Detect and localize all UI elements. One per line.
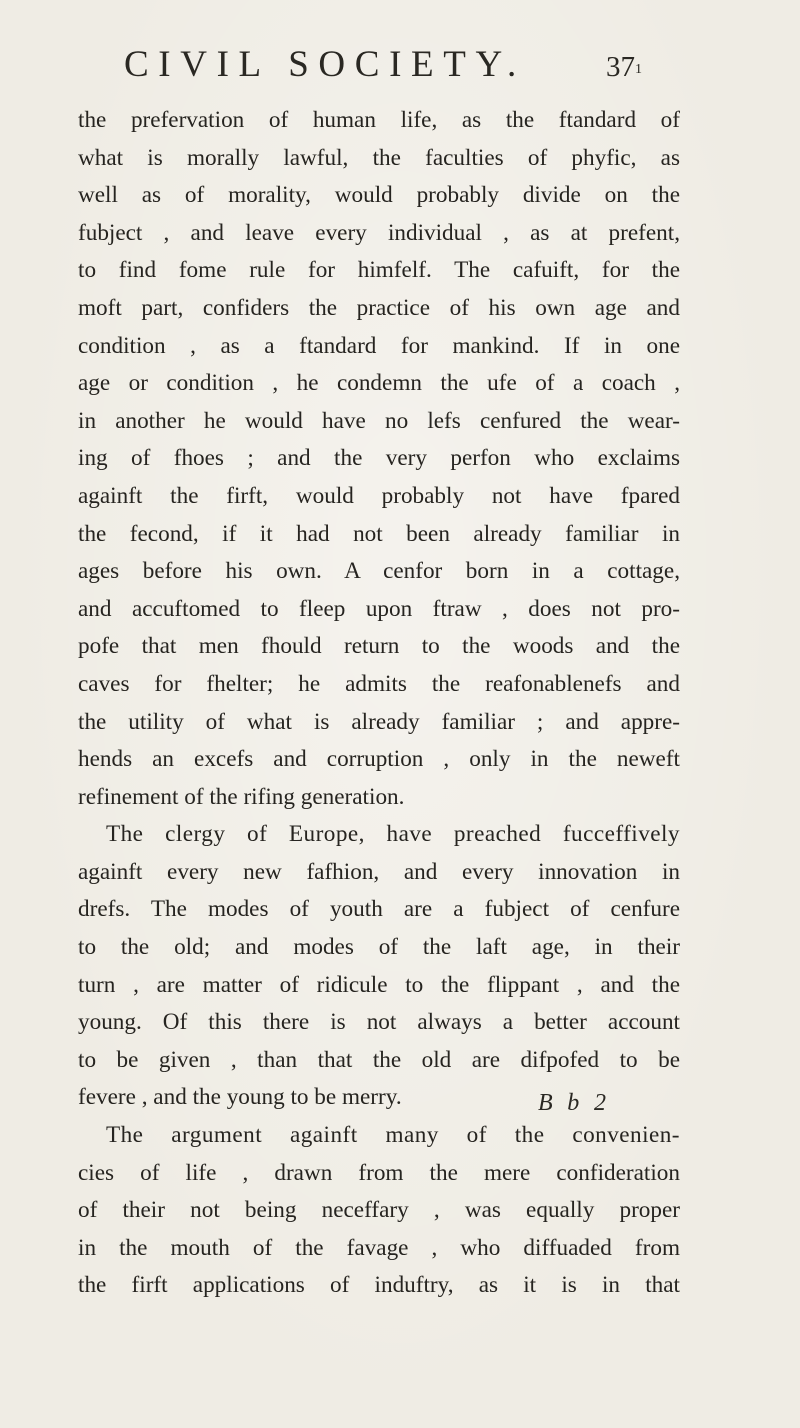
text-line-2: what is morally lawful, the faculties of phyfic, as bbox=[78, 144, 680, 171]
text-line-31: in the mouth of the favage , who diffuaded from bbox=[78, 1234, 680, 1261]
text-line-5: to find fome rule for himfelf. The cafuift, for the bbox=[78, 257, 680, 284]
text-line-14: and accuftomed to fleep upon ftraw , does not pro- bbox=[78, 595, 680, 622]
text-line-27: fevere , and the young to be merry. bbox=[78, 1084, 402, 1111]
running-head: CIVIL SOCIETY. bbox=[124, 44, 526, 85]
text-line-1: the prefervation of human life, as the ftandard of bbox=[78, 107, 680, 133]
text-line-21: againft every new fafhion, and every innovation in bbox=[78, 858, 680, 885]
text-line-28: The argument againft many of the convenien- bbox=[106, 1122, 680, 1149]
page-number bbox=[606, 42, 642, 95]
text-line-10: ing of fhoes ; and the very perfon who exclaims bbox=[78, 445, 680, 472]
text-line-12: the fecond, if it had not been already familiar in bbox=[78, 520, 680, 547]
text-line-22: drefs. The modes of youth are a fubject of cenfure bbox=[78, 896, 680, 923]
text-line-15: pofe that men fhould return to the woods and the bbox=[78, 633, 680, 660]
text-line-20: The clergy of Europe, have preached fucceffively bbox=[106, 821, 680, 848]
page-header bbox=[0, 40, 800, 90]
body-text bbox=[78, 102, 680, 1305]
text-line-24: turn , are matter of ridicule to the flippant , and the bbox=[78, 971, 680, 998]
text-line-3: well as of morality, would probably divide on the bbox=[78, 182, 680, 209]
text-line-9: in another he would have no lefs cenfured the wear- bbox=[78, 407, 680, 434]
text-line-23: to the old; and modes of the laft age, in their bbox=[78, 934, 680, 961]
text-line-25: young. Of this there is not always a better account bbox=[78, 1009, 680, 1036]
text-line-8: age or condition , he condemn the ufe of a coach , bbox=[78, 370, 680, 397]
text-line-29: cies of life , drawn from the mere confideration bbox=[78, 1159, 680, 1186]
text-line-13: ages before his own. A cenfor born in a cottage, bbox=[78, 558, 680, 585]
text-line-16: caves for fhelter; he admits the reafonablenefs and bbox=[78, 670, 680, 697]
text-line-32: the firft applications of induftry, as it is in that bbox=[78, 1272, 680, 1299]
text-line-17: the utility of what is already familiar ; and appre- bbox=[78, 708, 680, 735]
text-line-11: againft the firft, would probably not have fpared bbox=[78, 482, 680, 509]
signature-mark: B b 2 bbox=[538, 1090, 611, 1116]
text-line-19: refinement of the rifing generation. bbox=[78, 783, 405, 810]
text-line-4: fubject , and leave every individual , as at prefent, bbox=[78, 219, 680, 246]
text-line-18: hends an excefs and corruption , only in the neweft bbox=[78, 746, 680, 773]
page-number-main: 37 bbox=[606, 51, 635, 83]
page-number-superscript: 1 bbox=[635, 62, 642, 77]
text-line-26: to be given , than that the old are difpofed to be bbox=[78, 1046, 680, 1073]
text-line-30: of their not being neceffary , was equally proper bbox=[78, 1197, 680, 1224]
text-line-7: condition , as a ftandard for mankind. If in one bbox=[78, 332, 680, 359]
text-line-6: moft part, confiders the practice of his own age and bbox=[78, 294, 680, 321]
